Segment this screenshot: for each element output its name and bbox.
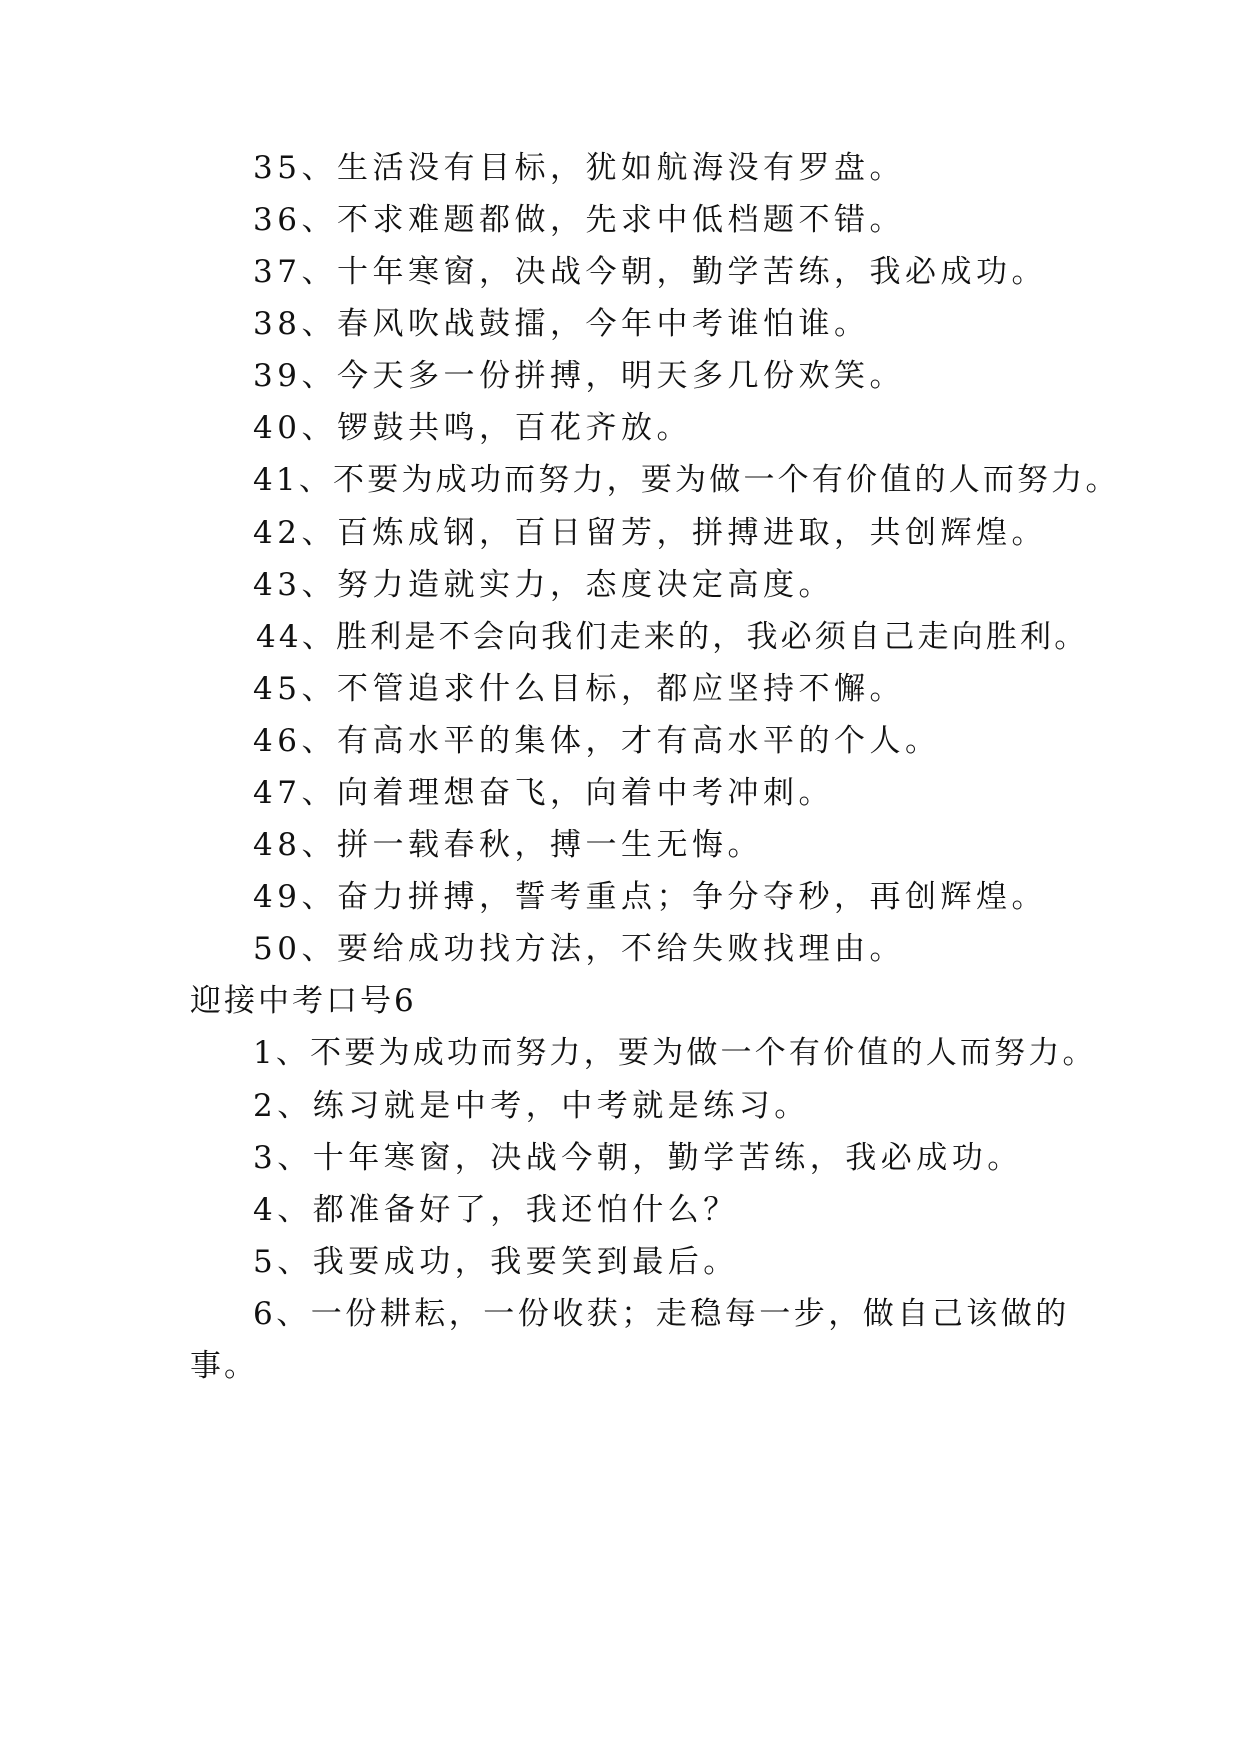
slogan-line: 49、奋力拼搏，誓考重点；争分夺秒，再创辉煌。 (253, 879, 1047, 915)
slogan-line: 50、要给成功找方法，不给失败找理由。 (253, 931, 905, 967)
slogan-line: 37、十年寒窗，决战今朝，勤学苦练，我必成功。 (253, 254, 1047, 290)
slogan-line: 43、努力造就实力，态度决定高度。 (253, 567, 834, 603)
continuation-line: 事。 (190, 1348, 258, 1384)
slogan-line: 36、不求难题都做，先求中低档题不错。 (253, 202, 905, 238)
slogan-line: 5、我要成功，我要笑到最后。 (253, 1244, 739, 1280)
slogan-line: 38、春风吹战鼓擂，今年中考谁怕谁。 (253, 306, 870, 342)
slogan-line: 1、不要为成功而努力，要为做一个有价值的人而努力。 (253, 1035, 1097, 1071)
slogan-line: 41、不要为成功而努力，要为做一个有价值的人而努力。 (253, 462, 1120, 498)
section-heading: 迎接中考口号6 (190, 983, 417, 1019)
slogan-line: 40、锣鼓共鸣，百花齐放。 (253, 410, 692, 446)
slogan-line: 2、练习就是中考，中考就是练习。 (253, 1088, 810, 1124)
slogan-line: 35、生活没有目标，犹如航海没有罗盘。 (253, 150, 905, 186)
slogan-line: 3、十年寒窗，决战今朝，勤学苦练，我必成功。 (253, 1140, 1023, 1176)
slogan-line: 45、不管追求什么目标，都应坚持不懈。 (253, 671, 905, 707)
slogan-line: 48、拼一载春秋，搏一生无悔。 (253, 827, 763, 863)
slogan-line: 46、有高水平的集体，才有高水平的个人。 (253, 723, 941, 759)
slogan-line: 39、今天多一份拼搏，明天多几份欢笑。 (253, 358, 905, 394)
slogan-line: 6、一份耕耘，一份收获；走稳每一步，做自己该做的 (253, 1296, 1070, 1332)
slogan-line: 44、胜利是不会向我们走来的，我必须自己走向胜利。 (256, 619, 1089, 655)
slogan-line: 42、百炼成钢，百日留芳，拼搏进取，共创辉煌。 (253, 515, 1047, 551)
slogan-line: 47、向着理想奋飞，向着中考冲刺。 (253, 775, 834, 811)
slogan-line: 4、都准备好了，我还怕什么？ (253, 1192, 739, 1228)
